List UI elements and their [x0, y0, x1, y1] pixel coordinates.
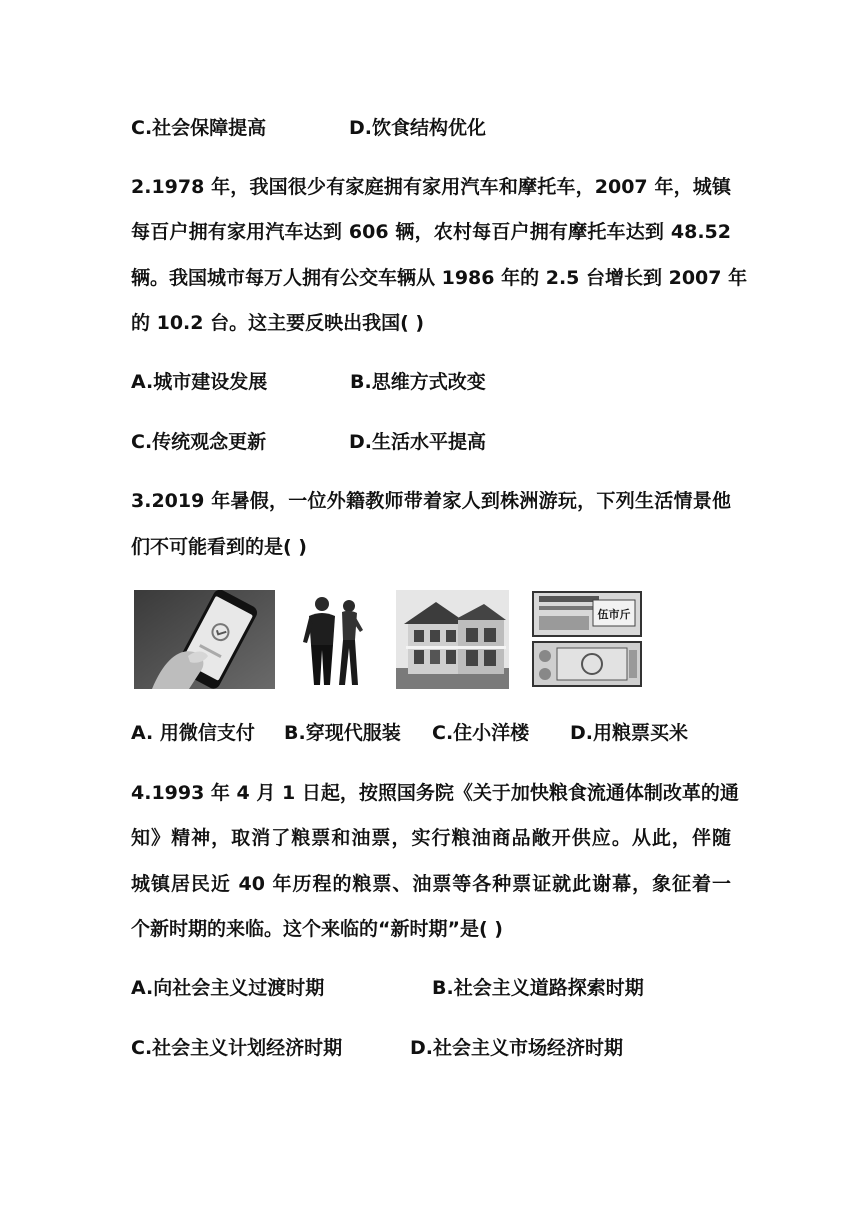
q2-option-d: D.生活水平提高: [349, 431, 486, 453]
q2-option-c: C.传统观念更新: [131, 431, 267, 453]
q2-stem-line-2: 每百户拥有家用汽车达到 606 辆，农村每百户拥有摩托车达到 48.52: [131, 221, 731, 243]
q4-option-a: A.向社会主义过渡时期: [131, 977, 325, 999]
q4-stem-line-1: 4.1993 年 4 月 1 日起，按照国务院《关于加快粮食流通体制改革的通: [131, 782, 739, 804]
q1-option-d: D.饮食结构优化: [349, 117, 486, 139]
villa-house-photo: [396, 590, 509, 689]
q3-stem-line-2: 们不可能看到的是( ): [131, 536, 307, 558]
q3-option-c: C.住小洋楼: [432, 722, 530, 744]
q4-stem-line-3: 城镇居民近 40 年历程的粮票、油票等各种票证就此谢幕，象征着一: [131, 873, 731, 895]
q3-option-a: A. 用微信支付: [131, 722, 255, 744]
q1-option-c: C.社会保障提高: [131, 117, 267, 139]
q2-stem-line-4: 的 10.2 台。这主要反映出我国( ): [131, 312, 425, 334]
q4-option-d: D.社会主义市场经济时期: [410, 1037, 623, 1059]
q4-option-b: B.社会主义道路探索时期: [432, 977, 644, 999]
q3-option-d: D.用粮票买米: [570, 722, 688, 744]
q4-stem-line-2: 知》精神，取消了粮票和油票，实行粮油商品敞开供应。从此，伴随: [131, 827, 731, 849]
q2-option-b: B.思维方式改变: [350, 371, 486, 393]
q2-stem-line-3: 辆。我国城市每万人拥有公交车辆从 1986 年的 2.5 台增长到 2007 年: [131, 267, 748, 289]
q3-option-b: B.穿现代服装: [284, 722, 401, 744]
phone-payment-photo: [134, 590, 275, 689]
q4-stem-line-4: 个新时期的来临。这个来临的“新时期”是( ): [131, 918, 503, 940]
q2-option-a: A.城市建设发展: [131, 371, 268, 393]
couple-modern-clothing-photo: [297, 590, 373, 689]
q2-stem-line-1: 2.1978 年，我国很少有家庭拥有家用汽车和摩托车，2007 年，城镇: [131, 176, 731, 198]
grain-coupon-photo: [531, 590, 643, 689]
q4-option-c: C.社会主义计划经济时期: [131, 1037, 343, 1059]
coupon-label: 伍市斤: [597, 608, 631, 621]
q3-stem-line-1: 3.2019 年暑假，一位外籍教师带着家人到株洲游玩，下列生活情景他: [131, 490, 731, 512]
